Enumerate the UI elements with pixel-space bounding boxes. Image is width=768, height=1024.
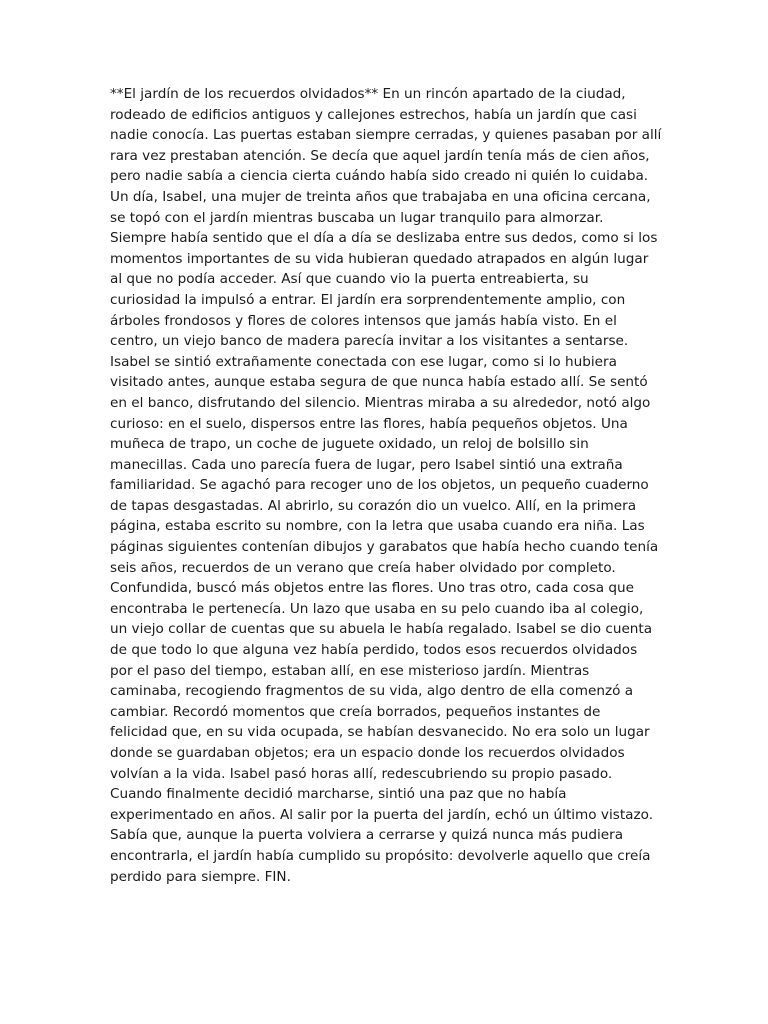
story-paragraph: **El jardín de los recuerdos olvidados** En un rincón apartado de la ciudad, rodeado de edificios antiguos y callejones estrechos, había un jardín que casi nadie conocía. Las puertas estaban siempre cerradas, y quienes pasaban por allí rara vez prestaban atención. Se decía que aquel jardín tenía más de cien años, pero nadie sabía a ciencia cierta cuándo había sido creado ni quién lo cuidaba. Un día, Isabel, una mujer de treinta años que trabajaba en una oficina cercana, se topó con el jardín mientras buscaba un lugar tranquilo para almorzar. Siempre había sentido que el día a día se deslizaba entre sus dedos, como si los momentos importantes de su vida hubieran quedado atrapados en algún lugar al que no podía acceder. Así que cuando vio la puerta entreabierta, su curiosidad la impulsó a entrar. El jardín era sorprendentemente amplio, con árboles frondosos y flores de colores intensos que jamás había visto. En el centro, un viejo banco de madera parecía invitar a los visitantes a sentarse. Isabel se sintió extrañamente conectada con ese lugar, como si lo hubiera visitado antes, aunque estaba segura de que nunca había estado allí. Se sentó en el banco, disfrutando del silencio. Mientras miraba a su alrededor, notó algo curioso: en el suelo, dispersos entre las flores, había pequeños objetos. Una muñeca de trapo, un coche de juguete oxidado, un reloj de bolsillo sin manecillas. Cada uno parecía fuera de lugar, pero Isabel sintió una extraña familiaridad. Se agachó para recoger uno de los objetos, un pequeño cuaderno de tapas desgastadas. Al abrirlo, su corazón dio un vuelco. Allí, en la primera página, estaba escrito su nombre, con la letra que usaba cuando era niña. Las páginas siguientes contenían dibujos y garabatos que había hecho cuando tenía seis años, recuerdos de un verano que creía haber olvidado por completo. Confundida, buscó más objetos entre las flores. Uno tras otro, cada cosa que encontraba le pertenecía. Un lazo que usaba en su pelo cuando iba al colegio, un viejo collar de cuentas que su abuela le había regalado. Isabel se dio cuenta de que todo lo que alguna vez había perdido, todos esos recuerdos olvidados por el paso del tiempo, estaban allí, en ese misterioso jardín. Mientras caminaba, recogiendo fragmentos de su vida, algo dentro de ella comenzó a cambiar. Recordó momentos que creía borrados, pequeños instantes de felicidad que, en su vida ocupada, se habían desvanecido. No era solo un lugar donde se guardaban objetos; era un espacio donde los recuerdos olvidados volvían a la vida. Isabel pasó horas allí, redescubriendo su propio pasado. Cuando finalmente decidió marcharse, sintió una paz que no había experimentado en años. Al salir por la puerta del jardín, echó un último vistazo. Sabía que, aunque la puerta volviera a cerrarse y quizá nunca más pudiera encontrarla, el jardín había cumplido su propósito: devolverle aquello que creía perdido para siempre. FIN. xyxy=(110,86,662,885)
